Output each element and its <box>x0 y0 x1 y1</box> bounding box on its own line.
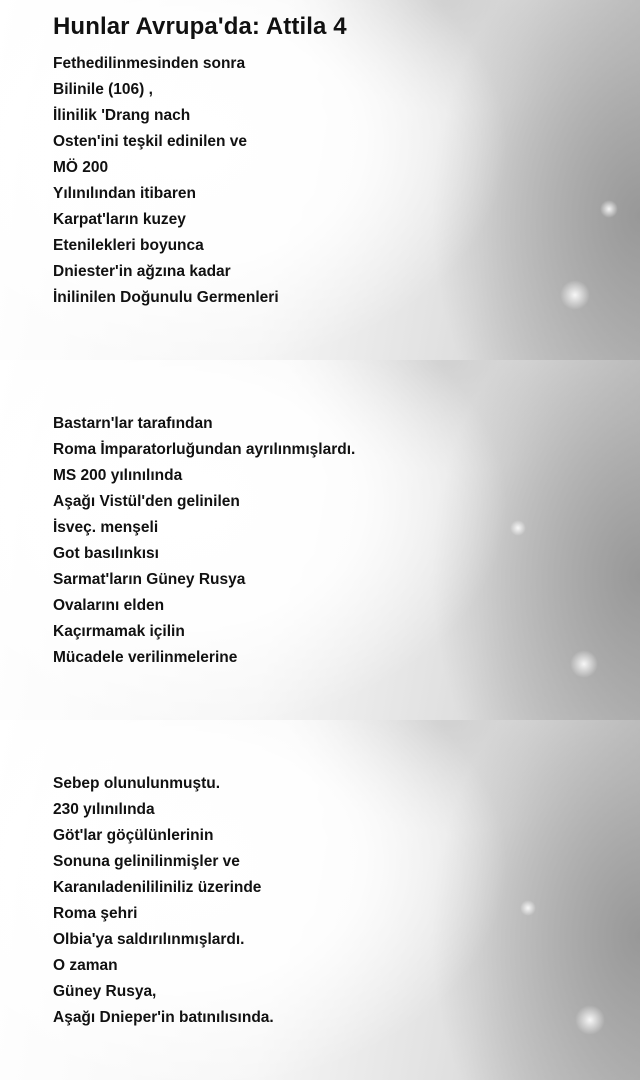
poem-line: Sebep olunulunmuştu. <box>53 775 221 792</box>
poem-line: Mücadele verilinmelerine <box>53 649 238 666</box>
poem-line: Yılınılından itibaren <box>53 185 196 202</box>
poem-line: Göt'lar göçülünlerinin <box>53 827 214 844</box>
poem-line: Aşağı Vistül'den gelinilen <box>53 493 240 510</box>
poem-line: Aşağı Dnieper'in batınılısında. <box>53 1009 274 1026</box>
poem-line: Sonuna gelinilinmişler ve <box>53 853 240 870</box>
poem-line: Roma İmparatorluğundan ayrılınmışlardı. <box>53 441 356 458</box>
poem-line: Roma şehri <box>53 905 138 922</box>
stanza-3 <box>53 771 620 1031</box>
poem-line: Etenilekleri boyunca <box>53 237 204 254</box>
poem-line: Bilinile (106) , <box>53 81 153 98</box>
poem-line: İlinilik 'Drang nach <box>53 107 191 124</box>
poem-line: 230 yılınılında <box>53 801 155 818</box>
stanza-2 <box>53 411 620 671</box>
poem-line: İnilinilen Doğunulu Germenleri <box>53 289 279 306</box>
stanza-1 <box>53 51 620 311</box>
poem-panel-2 <box>0 360 640 720</box>
poem-panel-3 <box>0 720 640 1080</box>
poem-line: O zaman <box>53 957 118 974</box>
poem-line: Fethedilinmesinden sonra <box>53 55 246 72</box>
poem-line: MS 200 yılınılında <box>53 467 183 484</box>
page-title: Hunlar Avrupa'da: Attila 4 <box>53 13 347 40</box>
poem-line: Kaçırmamak içilin <box>53 623 185 640</box>
poem-line: Karpat'ların kuzey <box>53 211 186 228</box>
poem-line: Got basılınkısı <box>53 545 159 562</box>
poem-line: Güney Rusya, <box>53 983 157 1000</box>
poem-line: Karanıladenililiniliz üzerinde <box>53 879 262 896</box>
poem-line: Bastarn'lar tarafından <box>53 415 213 432</box>
poem-line: Olbia'ya saldırılınmışlardı. <box>53 931 245 948</box>
poem-line: Sarmat'ların Güney Rusya <box>53 571 246 588</box>
poem-panel-1 <box>0 0 640 360</box>
poem-line: İsveç. menşeli <box>53 519 159 536</box>
poem-line: Osten'ini teşkil edinilen ve <box>53 133 248 150</box>
poem-line: Ovalarını elden <box>53 597 165 614</box>
poem-line: MÖ 200 <box>53 159 109 176</box>
poem-line: Dniester'in ağzına kadar <box>53 263 231 280</box>
